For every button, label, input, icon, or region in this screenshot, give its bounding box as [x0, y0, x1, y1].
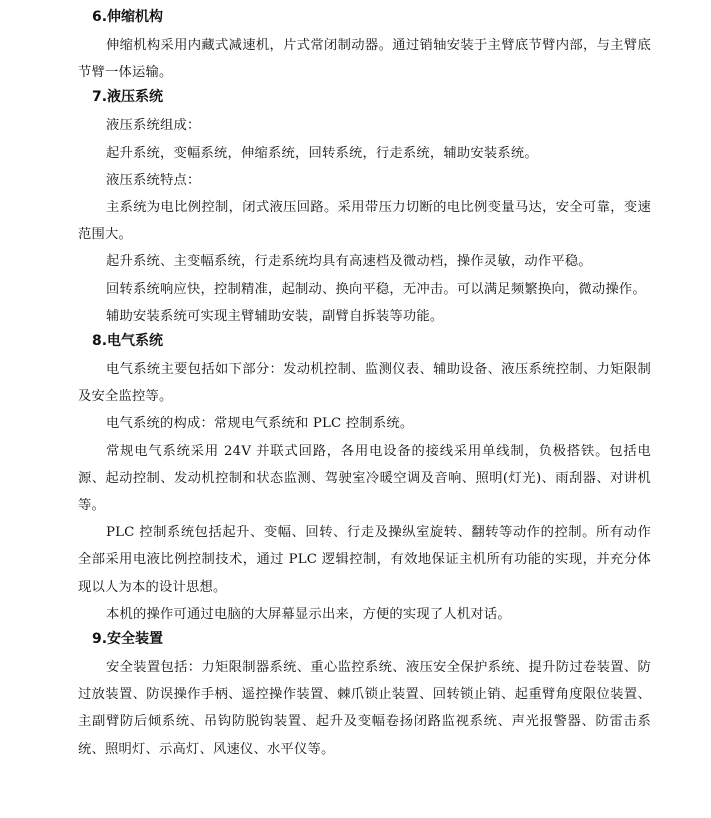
- paragraph: 液压系统特点：: [106, 172, 201, 188]
- paragraph: 本机的操作可通过电脑的大屏幕显示出来，方便的实现了人机对话。: [106, 606, 511, 622]
- paragraph: 电气系统主要包括如下部分：发动机控制、监测仪表、辅助设备、液压系统控制、力矩限制及安全监控等。: [78, 362, 651, 405]
- paragraph: 起升系统、主变幅系统，行走系统均具有高速档及微动档，操作灵敏，动作平稳。: [106, 254, 592, 270]
- section-heading: 9.安全装置: [92, 631, 164, 648]
- section-safety: [78, 628, 651, 763]
- paragraph: 安全装置包括：力矩限制器系统、重心监控系统、液压安全保护系统、提升防过卷装置、防过放装置、防误操作手柄、遥控操作装置、棘爪锁止装置、回转锁止销、起重臂角度限位装置、主副臂防后倾系统、吊钩防脱钩装置、起升及变幅卷扬闭路监视系统、声光报警器、防雷击系统、照明灯、示高灯、风速仪、水平仪等。: [78, 660, 651, 757]
- paragraph: 电气系统的构成：常规电气系统和 PLC 控制系统。: [106, 416, 414, 432]
- section-heading: 7.液压系统: [92, 89, 164, 106]
- section-heading: 8.电气系统: [92, 333, 164, 350]
- section-electrical: [78, 330, 651, 628]
- paragraph: PLC 控制系统包括起升、变幅、回转、行走及操纵室旋转、翻转等动作的控制。所有动作全部采用电液比例控制技术，通过 PLC 逻辑控制，有效地保证主机所有功能的实现，并充分体现以人为本的设计思想。: [78, 525, 651, 595]
- paragraph: 液压系统组成：: [106, 118, 201, 134]
- paragraph: 回转系统响应快，控制精准，起制动、换向平稳，无冲击。可以满足频繁换向，微动操作。: [106, 281, 646, 297]
- paragraph: 辅助安装系统可实现主臂辅助安装，副臂自拆装等功能。: [106, 308, 444, 324]
- paragraph: 伸缩机构采用内藏式减速机，片式常闭制动器。通过销轴安装于主臂底节臂内部，与主臂底节臂一体运输。: [78, 38, 651, 81]
- paragraph: 主系统为电比例控制，闭式液压回路。采用带压力切断的电比例变量马达，安全可靠，变速范围大。: [78, 200, 651, 243]
- paragraph: 常规电气系统采用 24V 并联式回路，各用电设备的接线采用单线制，负极搭铁。包括电源、起动控制、发动机控制和状态监测、驾驶室冷暖空调及音响、照明(灯光)、雨刮器、对讲机等。: [78, 443, 651, 514]
- section-telescoping: [78, 6, 651, 86]
- section-hydraulic: [78, 86, 651, 330]
- section-heading: 6.伸缩机构: [92, 9, 164, 25]
- paragraph: 起升系统，变幅系统，伸缩系统，回转系统，行走系统，辅助安装系统。: [106, 145, 538, 161]
